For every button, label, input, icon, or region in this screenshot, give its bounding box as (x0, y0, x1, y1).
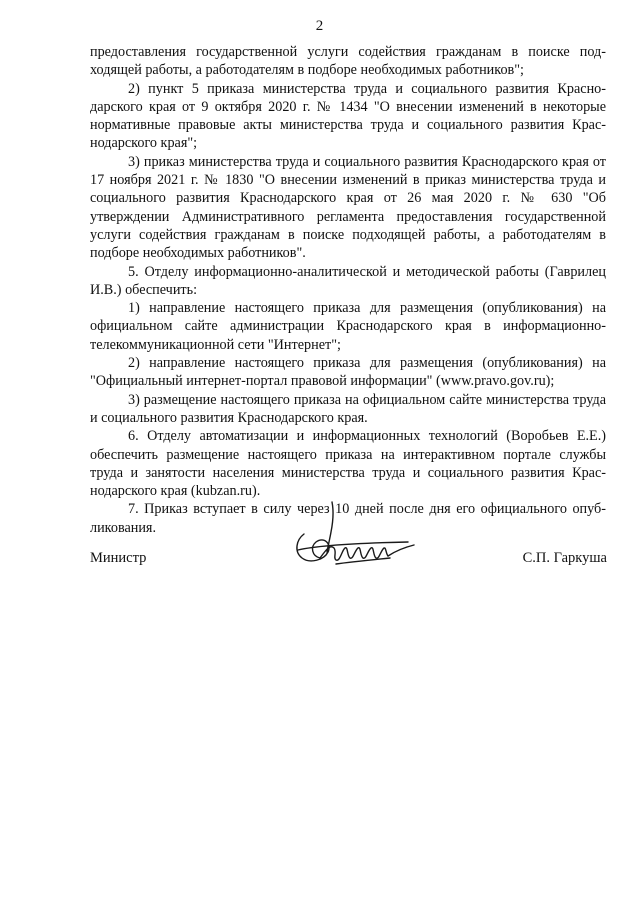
paragraph-item-3-decree-1830: 3) приказ министерства труда и социального развития Краснодарского края от 17 ноября 2021 г. № 1830 "О внесении изменений в приказ министерства труда и социального развития Краснодарского края от 26 мая 2020 г. № 630 "Об утверждении Административного регламента предоставления государственной услуги содействия гражданам в поиске подходящей работы, а работодателям в подборе необходимых работников". (90, 153, 606, 262)
paragraph-item-2-decree-1434: 2) пункт 5 приказа министерства труда и социального развития Краснодарского края от 9 октября 2020 г. № 1434 "О внесении изменений в некоторые нормативные правовые акты министерства труда и социального развития Краснодарского края"; (90, 80, 606, 152)
paragraph-point-5-2: 2) направление настоящего приказа для размещения (опубликования) на "Официальный интернет-портал правовой информации" (www.pravo.gov.ru); (90, 355, 606, 390)
paragraph-point-5-3: 3) размещение настоящего приказа на официальном сайте министерства труда и социального развития Краснодарского края. (90, 391, 606, 426)
page-number: 2 (315, 18, 324, 34)
document-body (90, 43, 606, 537)
paragraph-point-6: 6. Отделу автоматизации и информационных технологий (Воробьев Е.Е.) обеспечить размещение настоящего приказа на интерактивном портале службы труда и занятости населения министерства труда и социального развития Краснодарского края (kubzan.ru). (90, 428, 606, 500)
signatory-title: Министр (90, 550, 147, 566)
paragraph-point-5-1: 1) направление настоящего приказа для размещения (опубликования) на официальном сайте администрации Краснодарского края в информационно-телекоммуникационной сети "Интернет"; (90, 300, 606, 353)
signatory-name: С.П. Гаркуша (522, 550, 607, 566)
handwritten-signature-icon (290, 498, 420, 588)
paragraph-point-7: 7. Приказ вступает в силу через 10 дней после дня его официального опубликования. (90, 501, 606, 536)
paragraph-continuation: предоставления государственной услуги содействия гражданам в поиске подходящей работы, а работодателям в подборе необходимых работников"; (90, 44, 606, 79)
paragraph-point-5: 5. Отделу информационно-аналитической и методической работы (Гаврилец И.В.) обеспечить: (90, 263, 606, 298)
